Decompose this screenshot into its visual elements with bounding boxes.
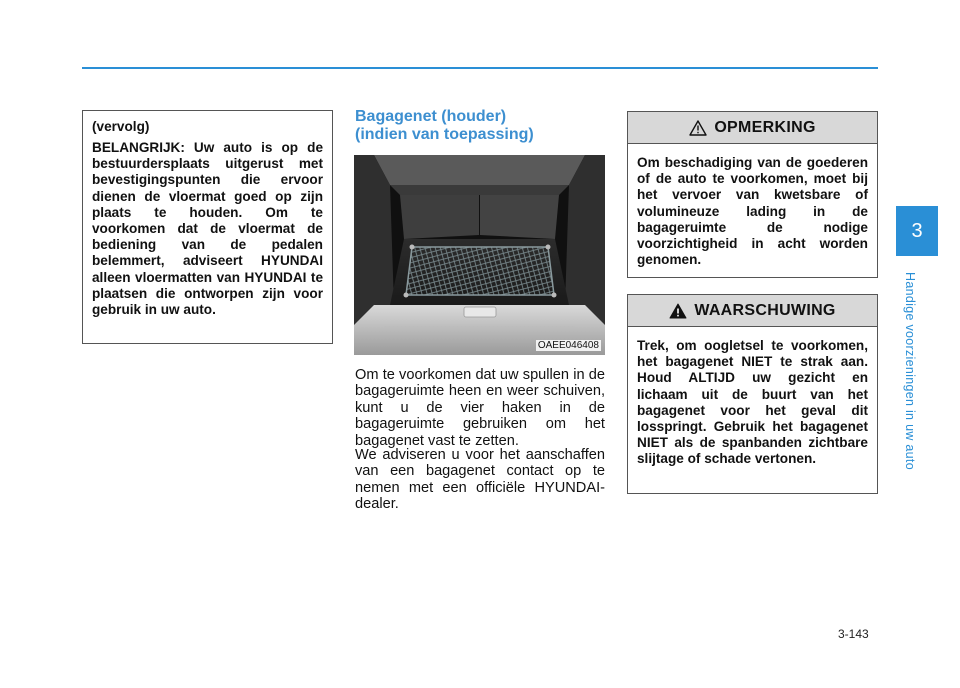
body-paragraph-2: We adviseren u voor het aanschaffen van een bagagenet contact op te nemen met een officiële HYUNDAI-dealer. bbox=[355, 447, 605, 513]
warning-text: Trek, om oogletsel te voorkomen, het bagagenet NIET te strak aan. Houd ALTIJD uw gezicht en lichaam uit de buurt van het bagagenet voor het geval dit losspringt. Gebruik het bagagenet NIET als de spanbanden zichtbare slijtage of schade vertonen. bbox=[637, 338, 868, 467]
warning-triangle-icon bbox=[669, 303, 687, 319]
continued-text: BELANGRIJK: Uw auto is op de bestuurdersplaats uitgerust met bevestigingspunten die ervoor dienen de vloermat goed op zijn plaats te houden. Om te voorkomen dat de vloermat de bediening van de pedalen belemmert, adviseert HYUNDAI alleen vloermatten van HYUNDAI te plaatsen die ontworpen zijn voor gebruik in uw auto. bbox=[92, 140, 323, 318]
notice-header bbox=[628, 112, 877, 144]
header-rule bbox=[82, 67, 878, 69]
warning-title: WAARSCHUWING bbox=[694, 301, 836, 319]
image-reference-code: OAEE046408 bbox=[537, 340, 599, 351]
body-paragraph-1: Om te voorkomen dat uw spullen in de bagageruimte heen en weer schuiven, kunt u de vier haken in de bagageruimte gebruiken om het bagagenet vast te zetten. bbox=[355, 367, 605, 449]
page-number: 3-143 bbox=[838, 627, 869, 641]
chapter-label bbox=[898, 266, 922, 476]
section-title bbox=[355, 108, 534, 144]
caution-outline-icon bbox=[689, 120, 707, 136]
cargo-area-illustration bbox=[354, 155, 605, 355]
warning-box bbox=[627, 294, 878, 494]
section-title-line1: Bagagenet (houder) bbox=[355, 108, 507, 125]
cargo-net-photo bbox=[354, 155, 605, 355]
section-title-line2: (indien van toepassing) bbox=[355, 126, 534, 143]
chapter-tab: 3 bbox=[896, 206, 938, 256]
continued-heading: (vervolg) bbox=[92, 119, 150, 134]
notice-text: Om beschadiging van de goederen of de auto te voorkomen, moet bij het vervoer van kwetsbare of volumineuze lading in de bagageruimte de nodige voorzichtigheid in acht worden genomen. bbox=[637, 155, 868, 268]
warning-header bbox=[628, 295, 877, 327]
chapter-label-text: Handige voorzieningen in uw auto bbox=[903, 272, 917, 470]
notice-title: OPMERKING bbox=[714, 118, 816, 136]
notice-box bbox=[627, 111, 878, 278]
continued-important-box bbox=[82, 110, 333, 344]
